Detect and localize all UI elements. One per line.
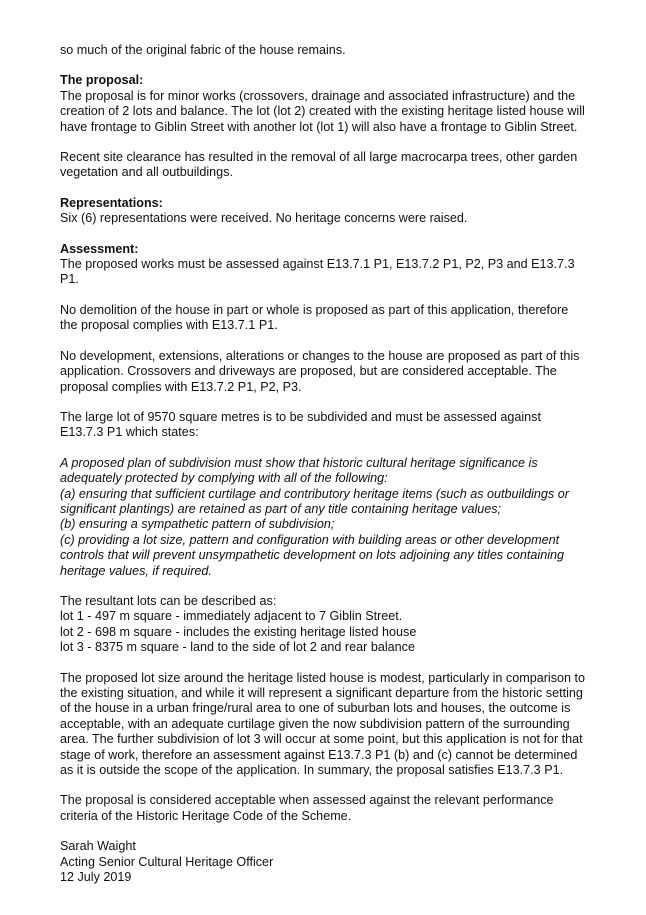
signatory-title: Acting Senior Cultural Heritage Officer [60,854,274,869]
signature-block [60,839,600,885]
document-page [60,43,600,885]
clause-quote: A proposed plan of subdivision must show that historic cultural heritage significance is adequately protected by complying with all of the following: (a) ensuring that sufficient curtilage and contributory heritage items (such as outbuildings or significant plantings) are retained as part of any title containing heritage values; (b) ensuring a sympathetic pattern of subdivision; (c) providing a lot size, pattern and configuration with building areas or other development controls that will prevent unsympathetic development on lots adjoining any titles containing heritage values, if required. [60,455,569,578]
intro-tail: so much of the original fabric of the house remains. [60,43,346,57]
assessment-paragraph-2: No demolition of the house in part or whole is proposed as part of this application, therefore the proposal complies with E13.7.1 P1. [60,302,569,333]
list-item: lot 3 - 8375 m square - land to the side of lot 2 and rear balance [60,640,415,655]
lots-list [60,609,600,655]
lots-intro: The resultant lots can be described as: [60,593,277,608]
signatory-name: Sarah Waight [60,839,136,854]
representations-paragraph: Six (6) representations were received. No heritage concerns were raised. [60,211,468,226]
assessment-heading: Assessment: [60,241,139,256]
assessment-paragraph-4: The large lot of 9570 square metres is to be subdivided and must be assessed against E13.7.3 P1 which states: [60,409,541,440]
assessment-paragraph-6: The proposal is considered acceptable when assessed against the relevant performance criteria of the Historic Heritage Code of the Scheme. [60,793,554,823]
representations-heading: Representations: [60,195,163,210]
proposal-paragraph-1: The proposal is for minor works (crossovers, drainage and associated infrastructure) and the creation of 2 lots and balance. The lot (lot 2) created with the existing heritage listed house will have frontage to Giblin Street with another lot (lot 1) will also have a frontage to Giblin Street. [60,88,585,134]
list-item: lot 2 - 698 m square - includes the existing heritage listed house [60,624,417,639]
proposal-heading: The proposal: [60,73,144,88]
list-item: lot 1 - 497 m square - immediately adjacent to 7 Giblin Street. [60,609,403,624]
assessment-paragraph-5: The proposed lot size around the heritage listed house is modest, particularly in comparison to the existing situation, and while it will represent a significant departure from the historic setting of the house in a urban fringe/rural area to one of suburban lots and houses, the outcome is acceptable, with an adequate curtilage given the now subdivision pattern of the surrounding area. The further subdivision of lot 3 will occur at some point, but this application is not for that stage of work, therefore an assessment against E13.7.3 P1 (b) and (c) cannot be determined as it is outside the scope of the application. In summary, the proposal satisfies E13.7.3 P1. [60,670,586,778]
assessment-paragraph-1: The proposed works must be assessed against E13.7.1 P1, E13.7.2 P1, P2, P3 and E13.7.3 P1. [60,257,575,287]
proposal-paragraph-2: Recent site clearance has resulted in the removal of all large macrocarpa trees, other garden vegetation and all outbuildings. [60,150,578,180]
signature-date: 12 July 2019 [60,870,132,885]
assessment-paragraph-3: No development, extensions, alterations or changes to the house are proposed as part of this application. Crossovers and driveways are proposed, but are considered acceptable. The proposal complies with E13.7.2 P1, P2, P3. [60,348,580,394]
